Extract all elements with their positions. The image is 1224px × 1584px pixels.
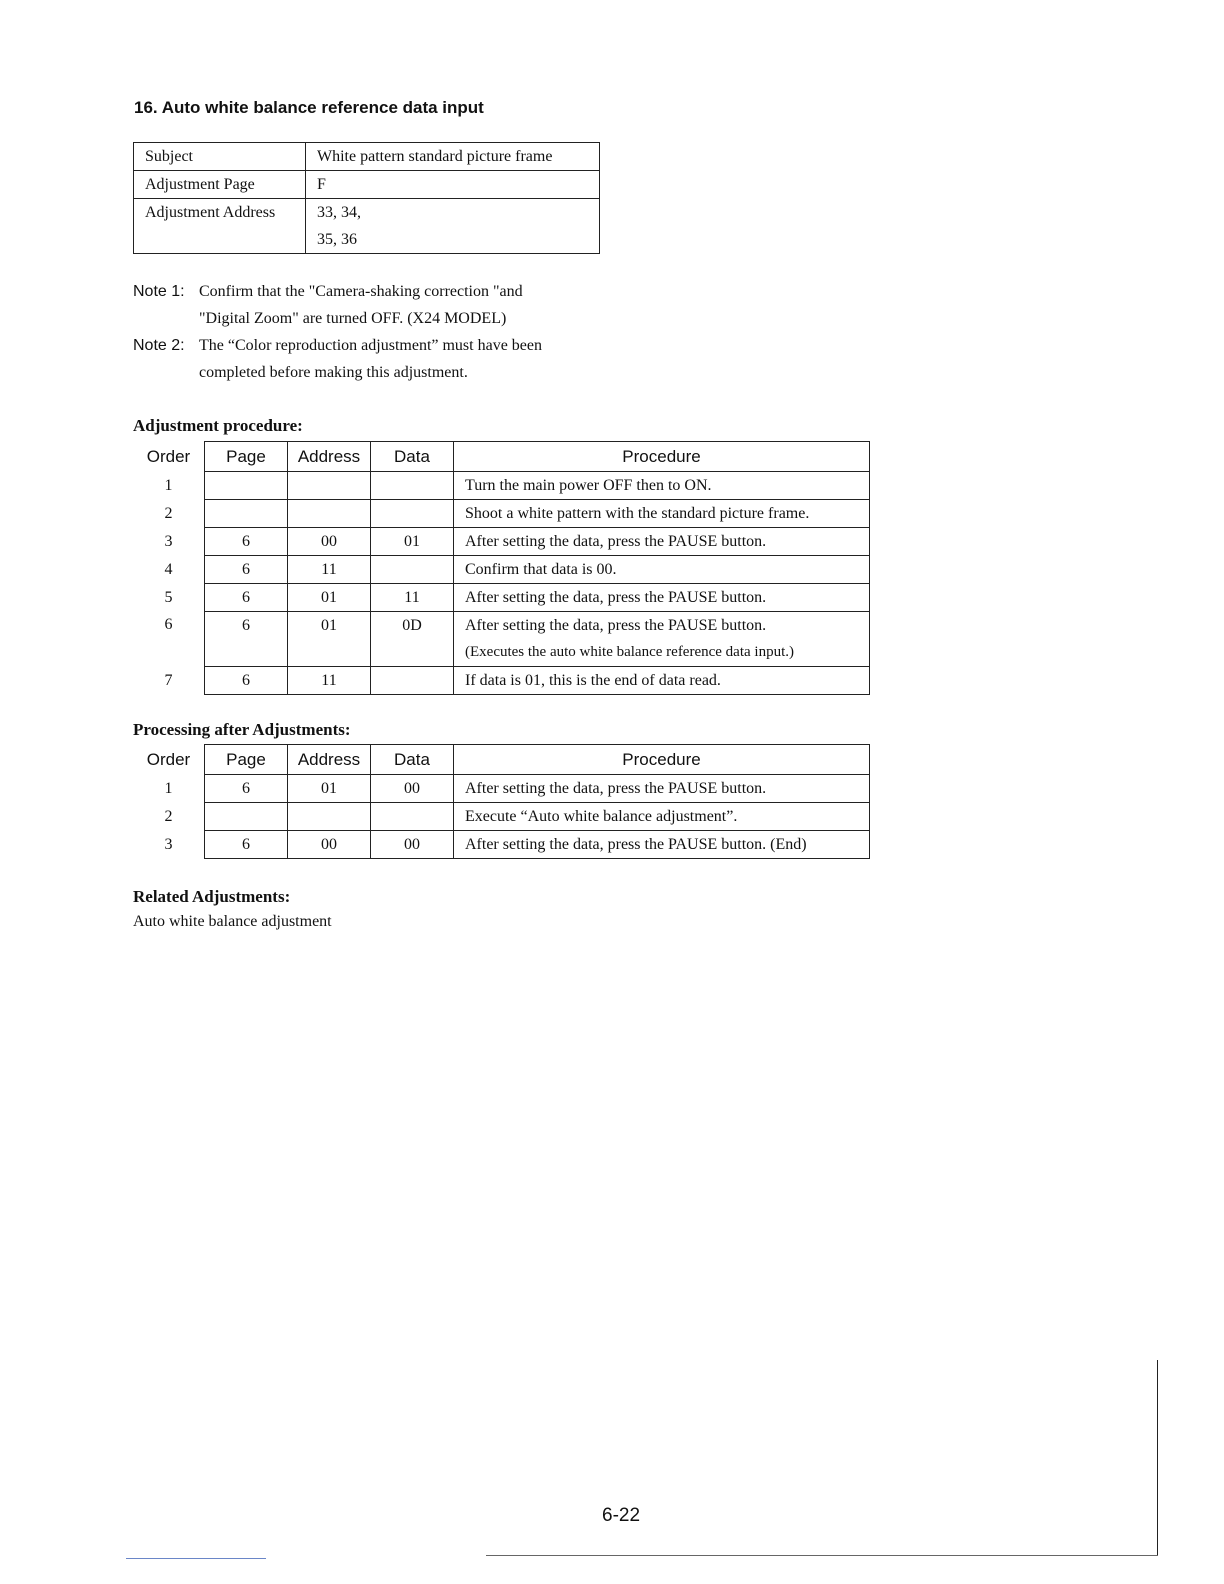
adjustment-procedure-table (133, 441, 870, 695)
subject-value: White pattern standard picture frame (306, 143, 600, 171)
procedure-cell: Shoot a white pattern with the standard picture frame. (454, 500, 870, 528)
order-cell: 2 (164, 504, 173, 522)
procedure-header: Procedure (454, 442, 870, 472)
info-row-address (134, 199, 600, 254)
table-row (133, 667, 870, 695)
page-cell-empty (205, 639, 288, 667)
data-cell: 00 (371, 775, 454, 803)
page-cell: 6 (205, 556, 288, 584)
address-cell: 00 (288, 831, 371, 859)
page-cell: 6 (205, 775, 288, 803)
order-header: Order (146, 446, 191, 466)
note-1-line-2: "Digital Zoom" are turned OFF. (X24 MODEL) (199, 310, 507, 327)
note-2-line-2: completed before making this adjustment. (199, 364, 468, 381)
scan-edge-rule-blue (126, 1558, 266, 1559)
table-row (133, 612, 870, 640)
procedure-header: Procedure (454, 745, 870, 775)
note-1 (133, 278, 733, 332)
table-row (133, 803, 870, 831)
page-header: Page (205, 745, 288, 775)
table-row (133, 584, 870, 612)
page-cell: 6 (205, 612, 288, 640)
order-cell: 3 (164, 532, 173, 550)
table-row (133, 556, 870, 584)
procedure-cell: After setting the data, press the PAUSE button. (454, 584, 870, 612)
processing-after-table (133, 744, 870, 859)
data-cell: 01 (371, 528, 454, 556)
address-cell (288, 803, 371, 831)
info-row-subject (134, 143, 600, 171)
order-cell: 7 (164, 671, 173, 689)
address-line-2: 35, 36 (317, 231, 357, 248)
note-1-line-1: Confirm that the "Camera-shaking correction "and (199, 283, 523, 300)
adjustment-page-label: Adjustment Page (134, 171, 306, 199)
processing-after-heading: Processing after Adjustments: (133, 720, 351, 739)
page-number: 6-22 (602, 1505, 641, 1526)
adjustment-procedure-heading: Adjustment procedure: (133, 416, 303, 435)
data-cell (371, 803, 454, 831)
address-cell: 00 (288, 528, 371, 556)
procedure-cell: After setting the data, press the PAUSE button. (454, 612, 870, 640)
subject-label: Subject (134, 143, 306, 171)
address-cell: 01 (288, 775, 371, 803)
order-cell: 1 (164, 476, 173, 494)
table-row (133, 775, 870, 803)
page-cell (205, 803, 288, 831)
data-cell (371, 472, 454, 500)
order-cell-empty (133, 639, 205, 667)
data-cell: 00 (371, 831, 454, 859)
order-header: Order (146, 749, 191, 769)
procedure-cell-continuation: (Executes the auto white balance reference data input.) (454, 639, 870, 667)
address-cell-empty (288, 639, 371, 667)
note-1-label: Note 1: (133, 283, 185, 300)
note-2 (133, 332, 733, 386)
address-cell: 01 (288, 612, 371, 640)
data-cell-empty (371, 639, 454, 667)
order-cell: 4 (164, 560, 173, 578)
page-cell: 6 (205, 667, 288, 695)
order-cell: 5 (164, 588, 173, 606)
procedure-cell: Confirm that data is 00. (454, 556, 870, 584)
address-cell (288, 500, 371, 528)
data-header: Data (371, 745, 454, 775)
data-cell: 0D (371, 612, 454, 640)
order-cell: 2 (164, 807, 173, 825)
table-header (133, 442, 870, 472)
table-row (133, 500, 870, 528)
table-header (133, 745, 870, 775)
data-cell: 11 (371, 584, 454, 612)
adjustment-address-label: Adjustment Address (134, 199, 306, 254)
procedure-cell: Execute “Auto white balance adjustment”. (454, 803, 870, 831)
table-row (133, 831, 870, 859)
scan-edge-rule-horizontal (486, 1555, 1158, 1556)
adjustment-page-value: F (306, 171, 600, 199)
procedure-cell: After setting the data, press the PAUSE button. (454, 775, 870, 803)
page-cell: 6 (205, 528, 288, 556)
procedure-cell: After setting the data, press the PAUSE button. (End) (454, 831, 870, 859)
address-cell (288, 472, 371, 500)
table-row (133, 528, 870, 556)
page-header: Page (205, 442, 288, 472)
adjustment-address-value (306, 199, 600, 254)
data-header: Data (371, 442, 454, 472)
note-2-line-1: The “Color reproduction adjustment” must have been (199, 337, 543, 354)
table-row (133, 472, 870, 500)
info-table (133, 142, 600, 254)
address-line-1: 33, 34, (317, 204, 361, 221)
section-title: 16. Auto white balance reference data input (134, 98, 484, 117)
order-cell: 1 (164, 779, 173, 797)
address-cell: 01 (288, 584, 371, 612)
order-cell: 6 (164, 616, 173, 634)
page-cell: 6 (205, 584, 288, 612)
related-adjustments-heading: Related Adjustments: (133, 887, 291, 906)
related-adjustments-text: Auto white balance adjustment (133, 913, 332, 930)
data-cell (371, 667, 454, 695)
info-row-page (134, 171, 600, 199)
page-cell (205, 472, 288, 500)
procedure-cell: After setting the data, press the PAUSE button. (454, 528, 870, 556)
data-cell (371, 556, 454, 584)
scan-edge-rule-vertical (1157, 1360, 1158, 1556)
address-cell: 11 (288, 667, 371, 695)
note-2-label: Note 2: (133, 337, 185, 354)
procedure-cell: If data is 01, this is the end of data read. (454, 667, 870, 695)
address-cell: 11 (288, 556, 371, 584)
page-cell (205, 500, 288, 528)
procedure-cell: Turn the main power OFF then to ON. (454, 472, 870, 500)
address-header: Address (288, 745, 371, 775)
table-row-continuation (133, 639, 870, 667)
address-header: Address (288, 442, 371, 472)
data-cell (371, 500, 454, 528)
order-cell: 3 (164, 835, 173, 853)
page-cell: 6 (205, 831, 288, 859)
